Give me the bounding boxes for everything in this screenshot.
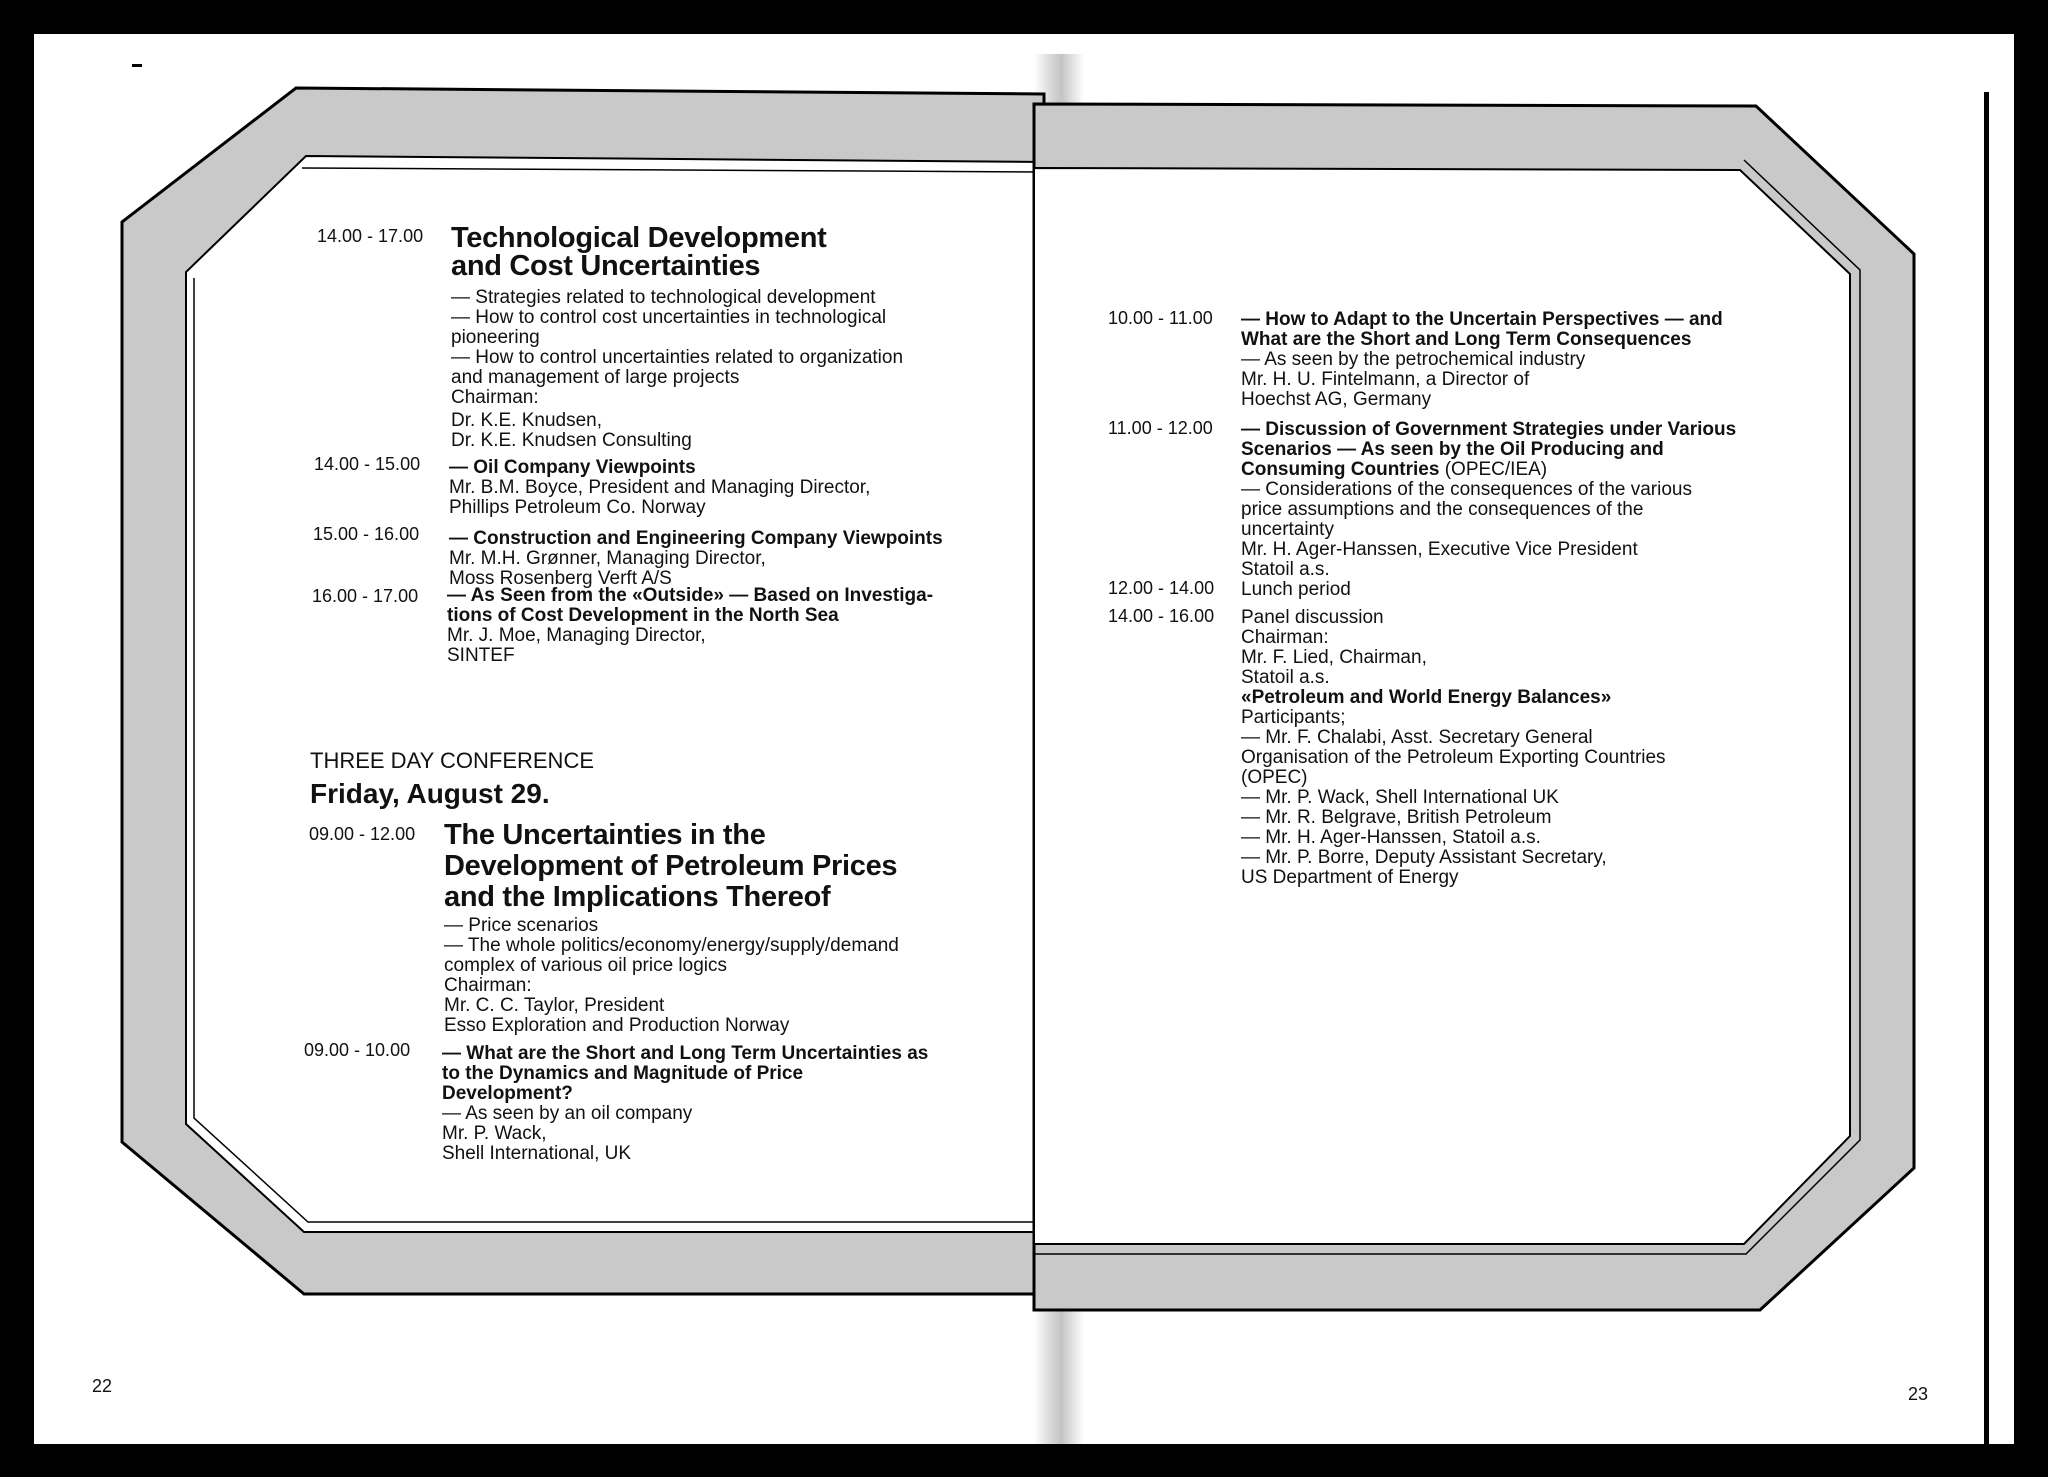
- time-slot: 14.00 - 15.00: [314, 454, 421, 474]
- session-details: — Oil Company Viewpoints Mr. B.M. Boyce, President and Managing Director, Phillips Petroleum Co. Norway: [449, 457, 871, 518]
- time-slot: 14.00 - 17.00: [317, 226, 424, 246]
- day-heading: Friday, August 29.: [310, 778, 550, 809]
- time-slot: 09.00 - 12.00: [309, 824, 416, 844]
- page-number-left: 22: [92, 1376, 113, 1396]
- time-slot: 14.00 - 16.00: [1108, 606, 1215, 626]
- session-details: — Discussion of Government Strategies under Various Scenarios — As seen by the Oil Producing and Consuming Countries (OPEC/IEA) — Considerations of the consequences of the various price assumptions and the consequences of the uncertainty Mr. H. Ager-Hanssen, Executive Vice President Statoil a.s.: [1241, 419, 1737, 580]
- time-slot: 15.00 - 16.00: [313, 524, 420, 544]
- session-details: — Construction and Engineering Company Viewpoints Mr. M.H. Grønner, Managing Director, Moss Rosenberg Verft A/S: [449, 528, 943, 589]
- session-details: — Strategies related to technological development — How to control cost uncertainties in technological pioneering — How to control uncertainties related to organization and management of large projects Chairman: Dr. K.E. Knudsen, Dr. K.E. Knudsen Consulting: [451, 287, 904, 451]
- session-details: — Price scenarios — The whole politics/economy/energy/supply/demand complex of various oil price logics Chairman: Mr. C. C. Taylor, President Esso Exploration and Production Norway: [444, 915, 899, 1036]
- time-slot: 09.00 - 10.00: [304, 1040, 411, 1060]
- session-details: — As Seen from the «Outside» — Based on Investiga- tions of Cost Development in the North Sea Mr. J. Moe, Managing Director, SINTEF: [447, 585, 934, 666]
- conference-label: THREE DAY CONFERENCE: [310, 748, 595, 773]
- scan-edge-line: [1984, 92, 1989, 1444]
- session-details: — What are the Short and Long Term Uncertainties as to the Dynamics and Magnitude of Price Development? — As seen by an oil company Mr. P. Wack, Shell International, UK: [442, 1043, 929, 1164]
- session-details: — How to Adapt to the Uncertain Perspectives — and What are the Short and Long Term Consequences — As seen by the petrochemical industry Mr. H. U. Fintelmann, a Director of Hoechst AG, Germany: [1241, 309, 1723, 410]
- scan-mark: [132, 64, 142, 67]
- session-title: The Uncertainties in the Development of Petroleum Prices and the Implications Thereof: [444, 819, 898, 913]
- session-details: Panel discussion Chairman: Mr. F. Lied, Chairman, Statoil a.s. «Petroleum and World Energy Balances» Participants; — Mr. F. Chalabi, Asst. Secretary General Organisation of the Petroleum Exporting Countries (OPEC) — Mr. P. Wack, Shell International UK — Mr. R. Belgrave, British Petroleum — Mr. H. Ager-Hanssen, Statoil a.s. — Mr. P. Borre, Deputy Assistant Secretary, US Department of Energy: [1241, 607, 1666, 888]
- time-slot: 12.00 - 14.00: [1108, 578, 1215, 598]
- time-slot: 11.00 - 12.00: [1108, 418, 1213, 438]
- time-slot: 10.00 - 11.00: [1108, 308, 1213, 328]
- session-details: Lunch period: [1241, 579, 1351, 600]
- session-title: Technological Development and Cost Uncertainties: [451, 222, 827, 282]
- page-number-right: 23: [1908, 1384, 1929, 1404]
- scanned-spread: [34, 34, 2014, 1444]
- time-slot: 16.00 - 17.00: [312, 586, 419, 606]
